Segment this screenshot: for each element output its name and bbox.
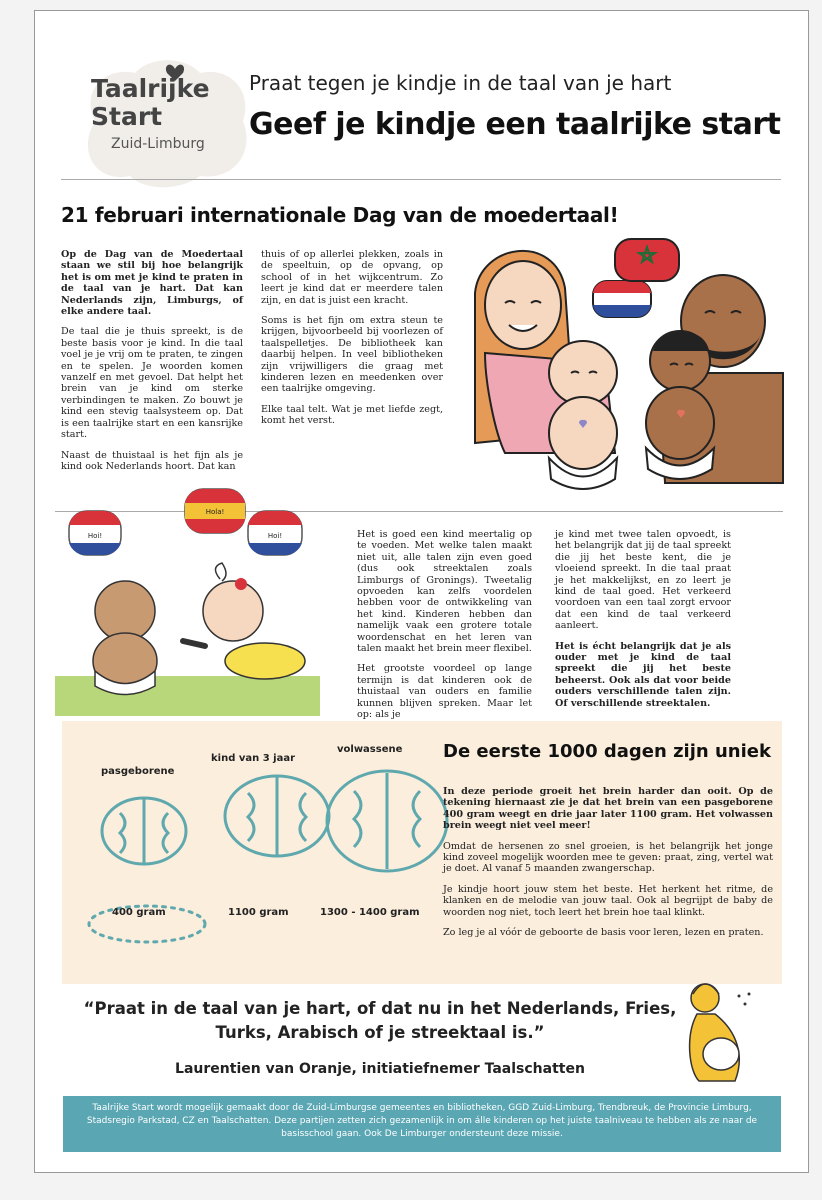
bubble-text: Hola! xyxy=(205,508,225,516)
brain-weight-child: 1100 gram xyxy=(228,907,289,918)
speech-bubble-hoi-right xyxy=(248,511,302,555)
text-column xyxy=(555,529,731,718)
quote xyxy=(75,997,685,1045)
brain-icon-adult xyxy=(327,771,447,871)
paragraph: De taal die je thuis spreekt, is de beste basis voor je kind. In die taal voel je je vrij om te praten, te zingen en te spelen. Je woorden komen vanzelf en met gevoel. Dat helpt het brein van je kind om sterke verbindingen te maken. Zo bouwt je kind een stevig taalsysteem op. Dat is een taalrijke start en een kansrijke start. xyxy=(61,326,243,441)
section-heading-first-1000-days: De eerste 1000 dagen zijn uniek xyxy=(443,741,771,762)
paragraph: Zo leg je al vóór de geboorte de basis voor leren, lezen en praten. xyxy=(443,927,764,939)
text-column xyxy=(443,786,773,947)
brain-label-child: kind van 3 jaar xyxy=(211,753,295,764)
brain-label-adult: volwassene xyxy=(337,744,403,755)
section-heading-mother-tongue-day: 21 februari internationale Dag van de moedertaal! xyxy=(61,203,619,227)
quote-line: Turks, Arabisch of je streektaal is.” xyxy=(215,1023,545,1042)
pregnant-woman-illustration xyxy=(675,976,765,1086)
footer-text: Taalrijke Start wordt mogelijk gemaakt door de Zuid-Limburgse gemeentes en bibliotheken, GGD Zuid-Limburg, Trendbreuk, de Provincie Limburg, Stadsregio Parkstad, CZ en Taalschatten. Deze partijen zetten zich gezamenlijk in om álle kinderen op het juiste taalniveau te hebben als ze naar de basisschool gaan. Ook De Limburger ondersteunt deze missie. xyxy=(86,1103,758,1139)
paragraph: Naast de thuistaal is het fijn als je kind ook Nederlands hoort. Dat kan xyxy=(61,449,243,472)
text-column xyxy=(261,249,443,436)
speech-bubble-moroccan-flag xyxy=(615,239,679,281)
bubble-text: Hoi! xyxy=(87,532,103,540)
brain-label-newborn: pasgeborene xyxy=(101,766,175,777)
divider xyxy=(61,179,781,180)
babies-illustration xyxy=(55,481,320,716)
brain-icon-newborn xyxy=(102,798,186,864)
brain-weight-adult: 1300 - 1400 gram xyxy=(320,907,420,918)
paragraph: thuis of op allerlei plekken, zoals in de speeltuin, op de opvang, op school of in het wijkcentrum. Zo leert je kind dat er meerdere talen zijn, en dat is juist een kracht. xyxy=(261,249,443,306)
logo-text-taalrijke: Taalrijke xyxy=(91,74,210,103)
footer-partners-note xyxy=(63,1096,781,1152)
header-subtitle: Praat tegen je kindje in de taal van je hart xyxy=(249,71,672,95)
logo-text-region: Zuid-Limburg xyxy=(111,136,205,152)
brain-icon-child xyxy=(225,776,329,856)
paragraph: Elke taal telt. Wat je met liefde zegt, komt het verst. xyxy=(261,403,443,427)
paragraph: Soms is het fijn om extra steun te krijgen, bijvoorbeeld bij voorlezen of taalspelletjes. De bibliotheek kan daarbij helpen. In veel bibliotheken zijn vrijwilligers die graag met kinderen lezen en meedenken over een taalrijke omgeving. xyxy=(261,315,443,395)
paragraph: Je kindje hoort jouw stem het beste. Het herkent het ritme, de klanken en de melodie van jouw taal. Ook al begrijpt de baby de woorden nog niet, toch leert het brein hoe taal klinkt. xyxy=(443,883,773,918)
intro-paragraph: Op de Dag van de Moedertaal staan we stil bij hoe belangrijk het is om met je kind te praten in de taal van je hart. Dat kan Nederlands zijn, Limburgs, of elke andere taal. xyxy=(61,249,243,318)
brain-growth-illustration xyxy=(62,721,442,984)
emphasis-paragraph: In deze periode groeit het brein harder dan ooit. Op de tekening hiernaast zie je dat het brein van een pasgeborene 400 gram weegt en drie jaar later 1100 gram. Het volwassen brein weegt niet veel meer! xyxy=(443,786,773,832)
paragraph: Het grootste voordeel op lange termijn is dat kinderen ook de thuistaal van ouders en familie kunnen blijven spreken. Maar let op: als je xyxy=(357,663,532,721)
header-title: Geef je kindje een taalrijke start xyxy=(249,107,781,142)
quote-author: Laurentien van Oranje, initiatiefnemer Taalschatten xyxy=(175,1061,585,1077)
quote-line: “Praat in de taal van je hart, of dat nu in het Nederlands, Fries, xyxy=(83,999,677,1018)
speech-bubble-hoi-left xyxy=(69,511,121,555)
speech-bubble-dutch-flag xyxy=(593,281,651,317)
brain-weight-newborn: 400 gram xyxy=(112,907,166,918)
paragraph: Omdat de hersenen zo snel groeien, is het belangrijk het jonge kind zoveel mogelijk woorden mee te geven: praat, zing, vertel wat je doet. Al vanaf 5 maanden zwangerschap. xyxy=(443,840,773,875)
text-column xyxy=(357,529,532,730)
speech-bubble-hola xyxy=(185,489,245,533)
bubble-text: Hoi! xyxy=(267,532,283,540)
text-column xyxy=(61,249,243,481)
emphasis-paragraph: Het is écht belangrijk dat je als ouder met je kind de taal spreekt die jij het beste beheerst. Ook als dat voor beide ouders verschillende talen zijn. Of verschillende streektalen. xyxy=(555,640,731,709)
logo-text-start: Start xyxy=(91,102,163,131)
paragraph: Het is goed een kind meertalig op te voeden. Met welke talen maakt niet uit, alle talen zijn even goed (dus ook streektalen zoals Limburgs of Gronings). Tweetalig opvoeden kan zelfs voordelen hebben voor de ontwikkeling van het kind. Kinderen hebben dan namelijk vaak een grotere totale woordenschat en het leren van talen maakt het brein meer flexibel. xyxy=(357,529,532,655)
poster-page xyxy=(34,10,809,1173)
paragraph: je kind met twee talen opvoedt, is het belangrijk dat jij de taal spreekt die jij het beste kent, die je vloeiend spreekt. In die taal praat je het makkelijkst, en zo leert je kind de taal goed. Het verkeerd voordoen van een taal zorgt ervoor dat een kind de taal verkeerd aanleert. xyxy=(555,529,731,632)
family-illustration xyxy=(465,233,783,499)
